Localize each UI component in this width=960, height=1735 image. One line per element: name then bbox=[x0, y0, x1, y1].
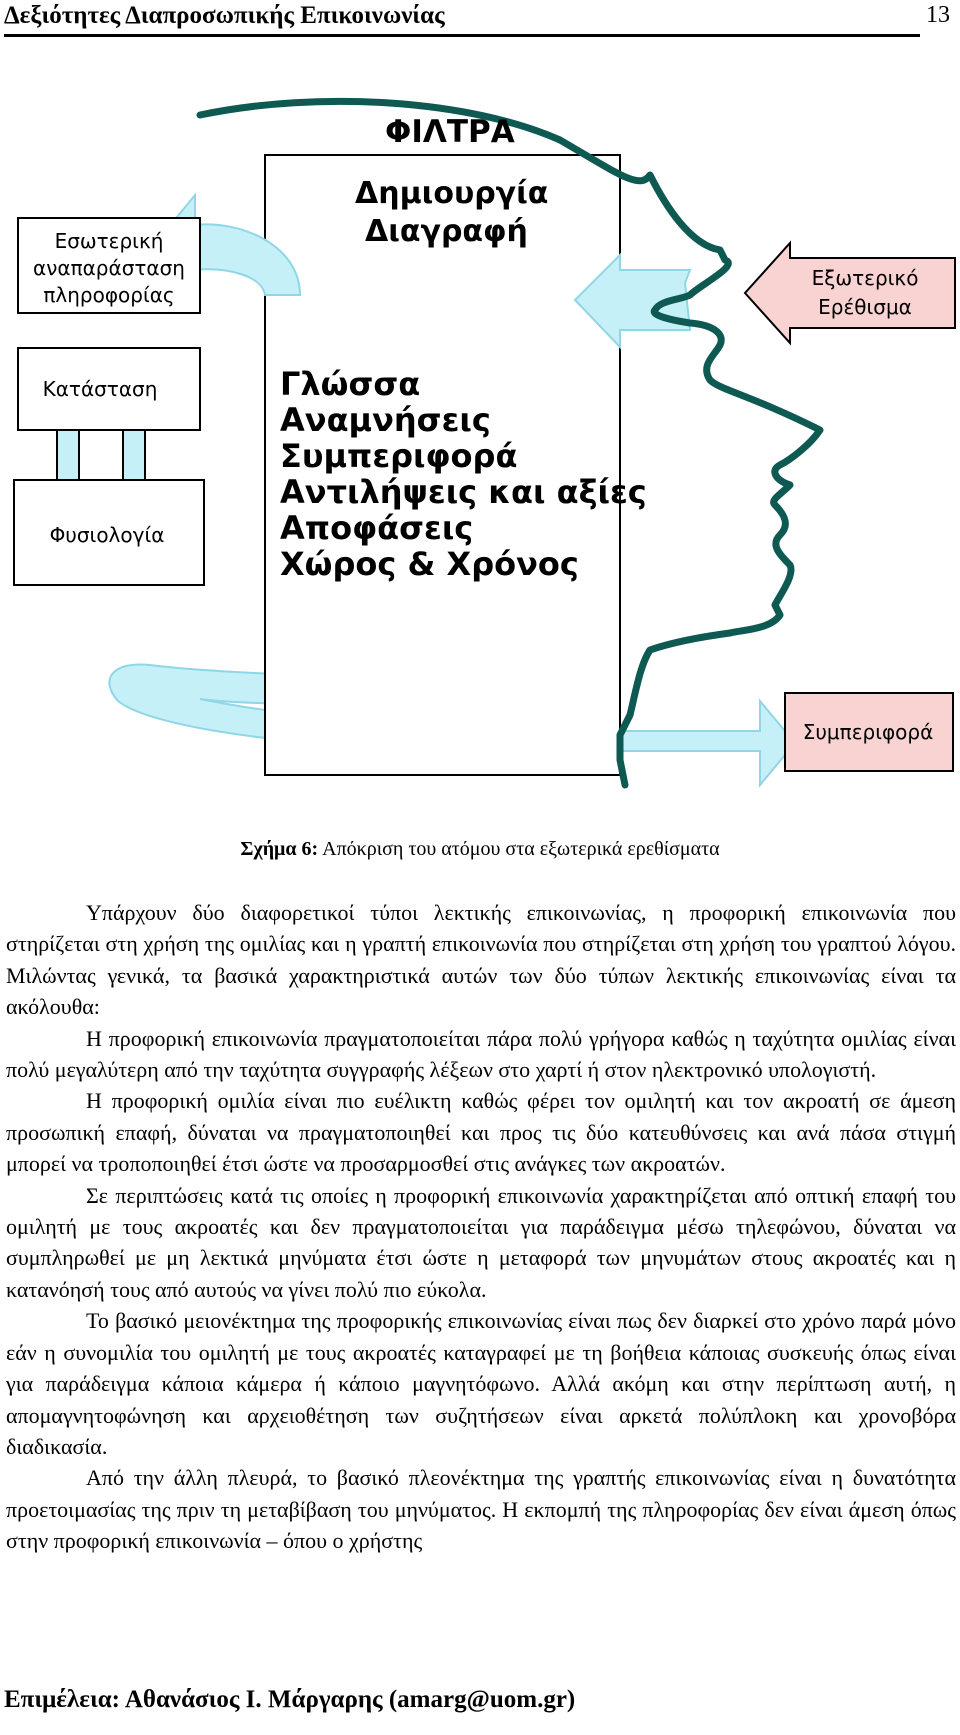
paragraph: Η προφορική ομιλία είναι πιο ευέλικτη καθώς φέρει τον ομιλητή και τον ακροατή σε άμεση προσωπική επαφή, δύναται να πραγματοποιηθεί και προς τις δύο κατευθύνσεις και ανά πάσα στιγμή μπορεί να τροποποιηθεί έτσι ώστε να προσαρμοσθεί στις ανάγκες των ακροατών. bbox=[6, 1088, 956, 1177]
caption-label: Σχήμα 6: bbox=[240, 838, 319, 860]
filter-item: Χώρος & Χρόνος bbox=[280, 545, 579, 583]
external-stimulus-label: Εξωτερικό bbox=[811, 266, 919, 290]
figure-diagram bbox=[0, 95, 960, 805]
caption-text: Απόκριση του ατόμου στα εξωτερικά ερεθίσματα bbox=[322, 838, 720, 860]
behavior-label: Συμπεριφορά bbox=[802, 720, 934, 744]
internal-rep-label: πληροφορίας bbox=[43, 283, 175, 307]
state-label: Κατάσταση bbox=[42, 377, 158, 401]
filter-item: Αναμνήσεις bbox=[280, 401, 491, 439]
filter-item: Συμπεριφορά bbox=[280, 437, 518, 475]
page-header bbox=[4, 0, 920, 37]
internal-rep-label: αναπαράσταση bbox=[33, 256, 185, 280]
connector-left bbox=[57, 430, 79, 480]
internal-rep-label: Εσωτερική bbox=[54, 229, 164, 253]
paragraph: Το βασικό μειονέκτημα της προφορικής επικοινωνίας είναι πως δεν διαρκεί στο χρόνο παρά μόνο εάν η συνομιλία του ομιλητή με τους ακροατές καταγραφεί με τη βοήθεια κάποιας συσκευής όπως είναι για παράδειγμα κάποια κάμερα ή κάποιο μαγνητόφωνο. Αλλά ακόμη και στην περίπτωση αυτή, η απομαγνητοφώνηση και αρχειοθέτηση των συζητήσεων είναι αρκετά πολύπλοκη και χρονοβόρα διαδικασία. bbox=[6, 1308, 956, 1459]
filter-item: Γλώσσα bbox=[280, 365, 421, 403]
external-stimulus-label: Ερέθισμα bbox=[818, 295, 912, 319]
filters-line2: Διαγραφή bbox=[365, 214, 528, 249]
paragraph: Υπάρχουν δύο διαφορετικοί τύποι λεκτικής επικοινωνίας, η προφορική επικοινωνία που στηρίζεται στη χρήση της ομιλίας και η γραπτή επικοινωνία που στηρίζεται στη χρήση του γραπτού λόγου. Μιλώντας γενικά, τα βασικά χαρακτηριστικά αυτών των δύο τύπων λεκτικής επικοινωνίας είναι τα ακόλουθα: bbox=[6, 900, 956, 1020]
body-text bbox=[6, 897, 956, 1557]
filters-title: ΦΙΛΤΡΑ bbox=[385, 114, 515, 150]
external-stimulus-box bbox=[745, 243, 955, 343]
figure-caption bbox=[0, 838, 960, 861]
physiology-label: Φυσιολογία bbox=[49, 523, 165, 547]
page-footer: Επιμέλεια: Αθανάσιος Ι. Μάργαρης (amarg@uom.gr) bbox=[4, 1686, 576, 1713]
header-title: Δεξιότητες Διαπροσωπικής Επικοινωνίας bbox=[4, 2, 445, 29]
filter-item: Αντιλήψεις και αξίες bbox=[280, 473, 647, 511]
paragraph: Σε περιπτώσεις κατά τις οποίες η προφορική επικοινωνία χαρακτηρίζεται από οπτική επαφή του ομιλητή με τους ακροατές και δεν πραγματοποιείται για παράδειγμα μέσω τηλεφώνου, δύναται να συμπληρωθεί με μη λεκτικά μηνύματα έτσι ώστε η μεταφορά των μηνυμάτων στους ακροατές και η κατανόησή τους από αυτούς να γίνει πολύ πιο εύκολα. bbox=[6, 1182, 956, 1302]
connector-right bbox=[123, 430, 145, 480]
filter-item: Αποφάσεις bbox=[280, 509, 474, 547]
page-number: 13 bbox=[926, 2, 950, 28]
paragraph: Από την άλλη πλευρά, το βασικό πλεονέκτημα της γραπτής επικοινωνίας είναι η δυνατότητα προετοιμασίας της πριν τη μεταβίβαση του μηνύματος. Η εκπομπή της πληροφορίας δεν είναι άμεση όπως στην προφορική επικοινωνία – όπου ο χρήστης bbox=[6, 1465, 956, 1554]
paragraph: Η προφορική επικοινωνία πραγματοποιείται πάρα πολύ γρήγορα καθώς η ταχύτητα ομιλίας είναι πολύ μεγαλύτερη από την ταχύτητα συγγραφής λέξεων στο χαρτί ή στον ηλεκτρονικό υπολογιστή. bbox=[6, 1025, 956, 1083]
filters-line1: Δημιουργία bbox=[355, 176, 549, 211]
